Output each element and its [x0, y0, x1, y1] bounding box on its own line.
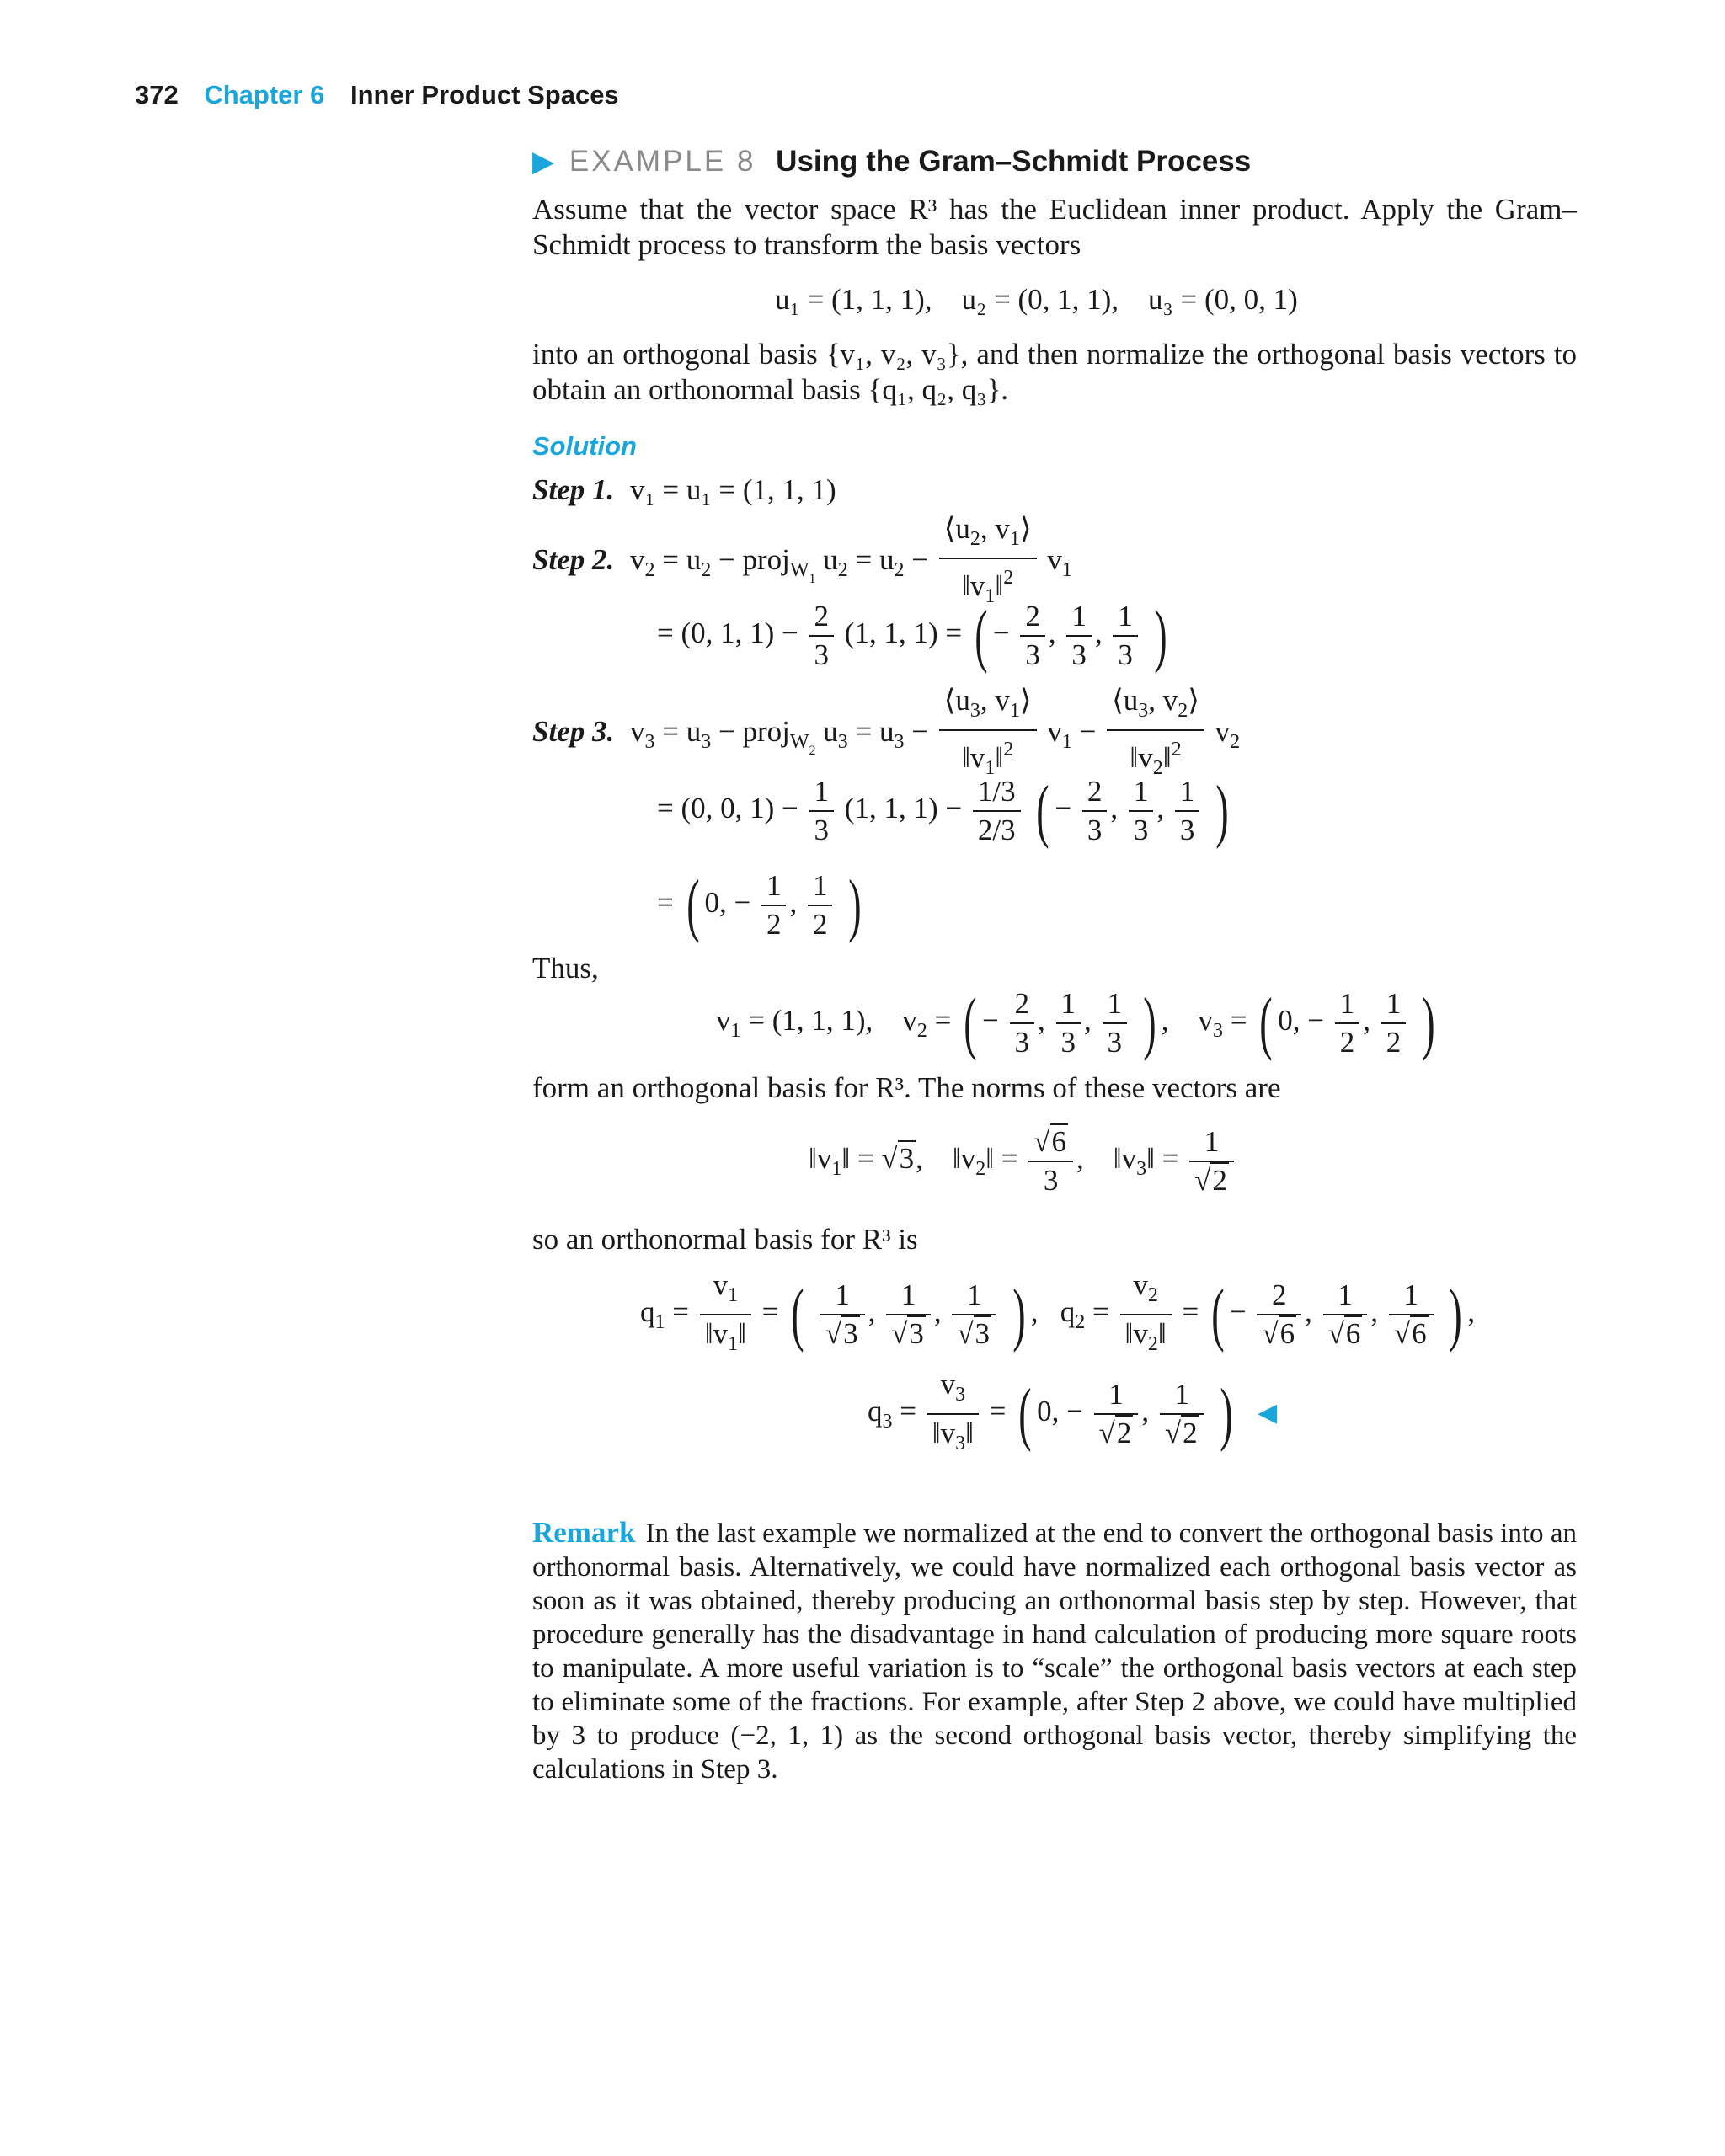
- form-text: form an orthogonal basis for R³. The norms of these vectors are: [532, 1071, 1281, 1104]
- basis-equation: u₁ = (1, 1, 1), u₂ = (0, 1, 1), u₃ = (0, 0, 1): [775, 283, 1298, 316]
- remark-label: Remark: [532, 1516, 636, 1549]
- step-2-label: Step 2.: [532, 543, 615, 577]
- example-intro-2: into an orthogonal basis {v₁, v₂, v₃}, and then normalize the orthogonal basis vectors to obtain an orthonormal basis {q₁, q₂, q₃}.: [532, 338, 1577, 406]
- step-3-line-2: = (0, 0, 1) − $\frac{1}{3}$ (1, 1, 1) − $\frac{1/3}{2/3}$ ( − $\frac{2}{3}$ , $\frac{1}{3}$ , $\frac{1}{3}$ ): [657, 771, 1229, 850]
- step-3: Step 3. $v_3 = u_3$ − proj$_{W_2}$ $u_3 = u_3$ − $\frac{⟨u_3, v_1⟩}{‖v_1‖^2}$ $v_1$ − $\frac{⟨u_3, v_2⟩}{‖v_2‖^2}$ $v_2$: [532, 684, 1241, 779]
- step-1-label: Step 1.: [532, 473, 615, 506]
- q3-equation: $q_3$ = $\frac{v_3}{‖v_3‖}$ = ( 0, − $\frac{1}{√2}$ , $\frac{1}{√2}$ ) ◀: [868, 1368, 1278, 1454]
- example-title: Using the Gram–Schmidt Process: [776, 145, 1252, 178]
- chapter-label: Chapter 6: [204, 80, 325, 109]
- step-1-equation: v₁ = u₁ = (1, 1, 1): [629, 473, 836, 506]
- orthogonal-basis-equation: $v_1 = (1$, 1, 1), $v_2$ = ( − $\frac{2}{3}$ , $\frac{1}{3}$ , $\frac{1}{3}$ ) , $v_3$ = ( 0, − $\frac{1}{2}$ , $\frac{1}{2}$ ): [716, 984, 1435, 1062]
- step-3-label: Step 3.: [532, 715, 615, 749]
- chapter-title: Inner Product Spaces: [350, 80, 619, 109]
- running-header: [135, 80, 638, 110]
- step-2-line-2: = (0, 1, 1) − $\frac{2}{3}$ (1, 1, 1) = ( − $\frac{2}{3}$ , $\frac{1}{3}$ , $\frac{1}{3}$ ): [657, 596, 1167, 675]
- triangle-right-icon: ▶: [532, 146, 555, 178]
- remark-text: In the last example we normalized at the end to convert the orthogonal basis into an orthonormal basis. Alternatively, we could have normalized each orthogonal basis vector as soon as it was obtained, thereby producing an orthonormal basis step by step. However, that procedure generally has the disadvantage in hand calculation of producing more square roots to manipulate. A more useful variation is to “scale” the orthogonal basis vectors at each step to eliminate some of the fractions. For example, after Step 2 above, we could have multiplied by 3 to produce (−2, 1, 1) as the second orthogonal basis vector, thereby simplifying the calculations in Step 3.: [532, 1518, 1577, 1785]
- example-heading: [532, 145, 1251, 179]
- remark-paragraph: [532, 1516, 1577, 1786]
- thus-text: Thus,: [532, 952, 599, 985]
- triangle-left-icon: ◀: [1258, 1399, 1278, 1428]
- q1-q2-equation: $q_1$ = $\frac{v_1}{‖v_1‖}$ = ( $\frac{1}{√3}$ , $\frac{1}{√3}$ , $\frac{1}{√3}$ ) , $q_2$ = $\frac{v_2}{‖v_2‖}$ = ( − $\frac{2}{√6}$ , $\frac{1}{√6}$ , $\frac{1}{√6}$ ) ,: [640, 1268, 1476, 1355]
- step-2: Step 2. $v_2 = u_2$ − proj$_{W_1}$ $u_2 = u_2$ − $\frac{⟨u_2, v_1⟩}{‖v_1‖^2}$ $v_1$: [532, 512, 1072, 607]
- solution-label: Solution: [532, 431, 637, 461]
- norms-equation: $‖v_1‖ = √3$, $‖v_2‖$ = $\frac{√6}{3}$ , $‖v_3‖$ = $\frac{1}{√2}$: [809, 1125, 1237, 1198]
- example-label: EXAMPLE 8: [569, 145, 756, 178]
- step-3-line-3: = ( 0, − $\frac{1}{2}$ , $\frac{1}{2}$ ): [657, 866, 862, 944]
- example-intro: Assume that the vector space R³ has the Euclidean inner product. Apply the Gram–Schmidt process to transform the basis vectors: [532, 193, 1577, 261]
- step-1: [532, 473, 836, 507]
- so-text: so an orthonormal basis for R³ is: [532, 1223, 918, 1256]
- page-number: 372: [135, 80, 179, 109]
